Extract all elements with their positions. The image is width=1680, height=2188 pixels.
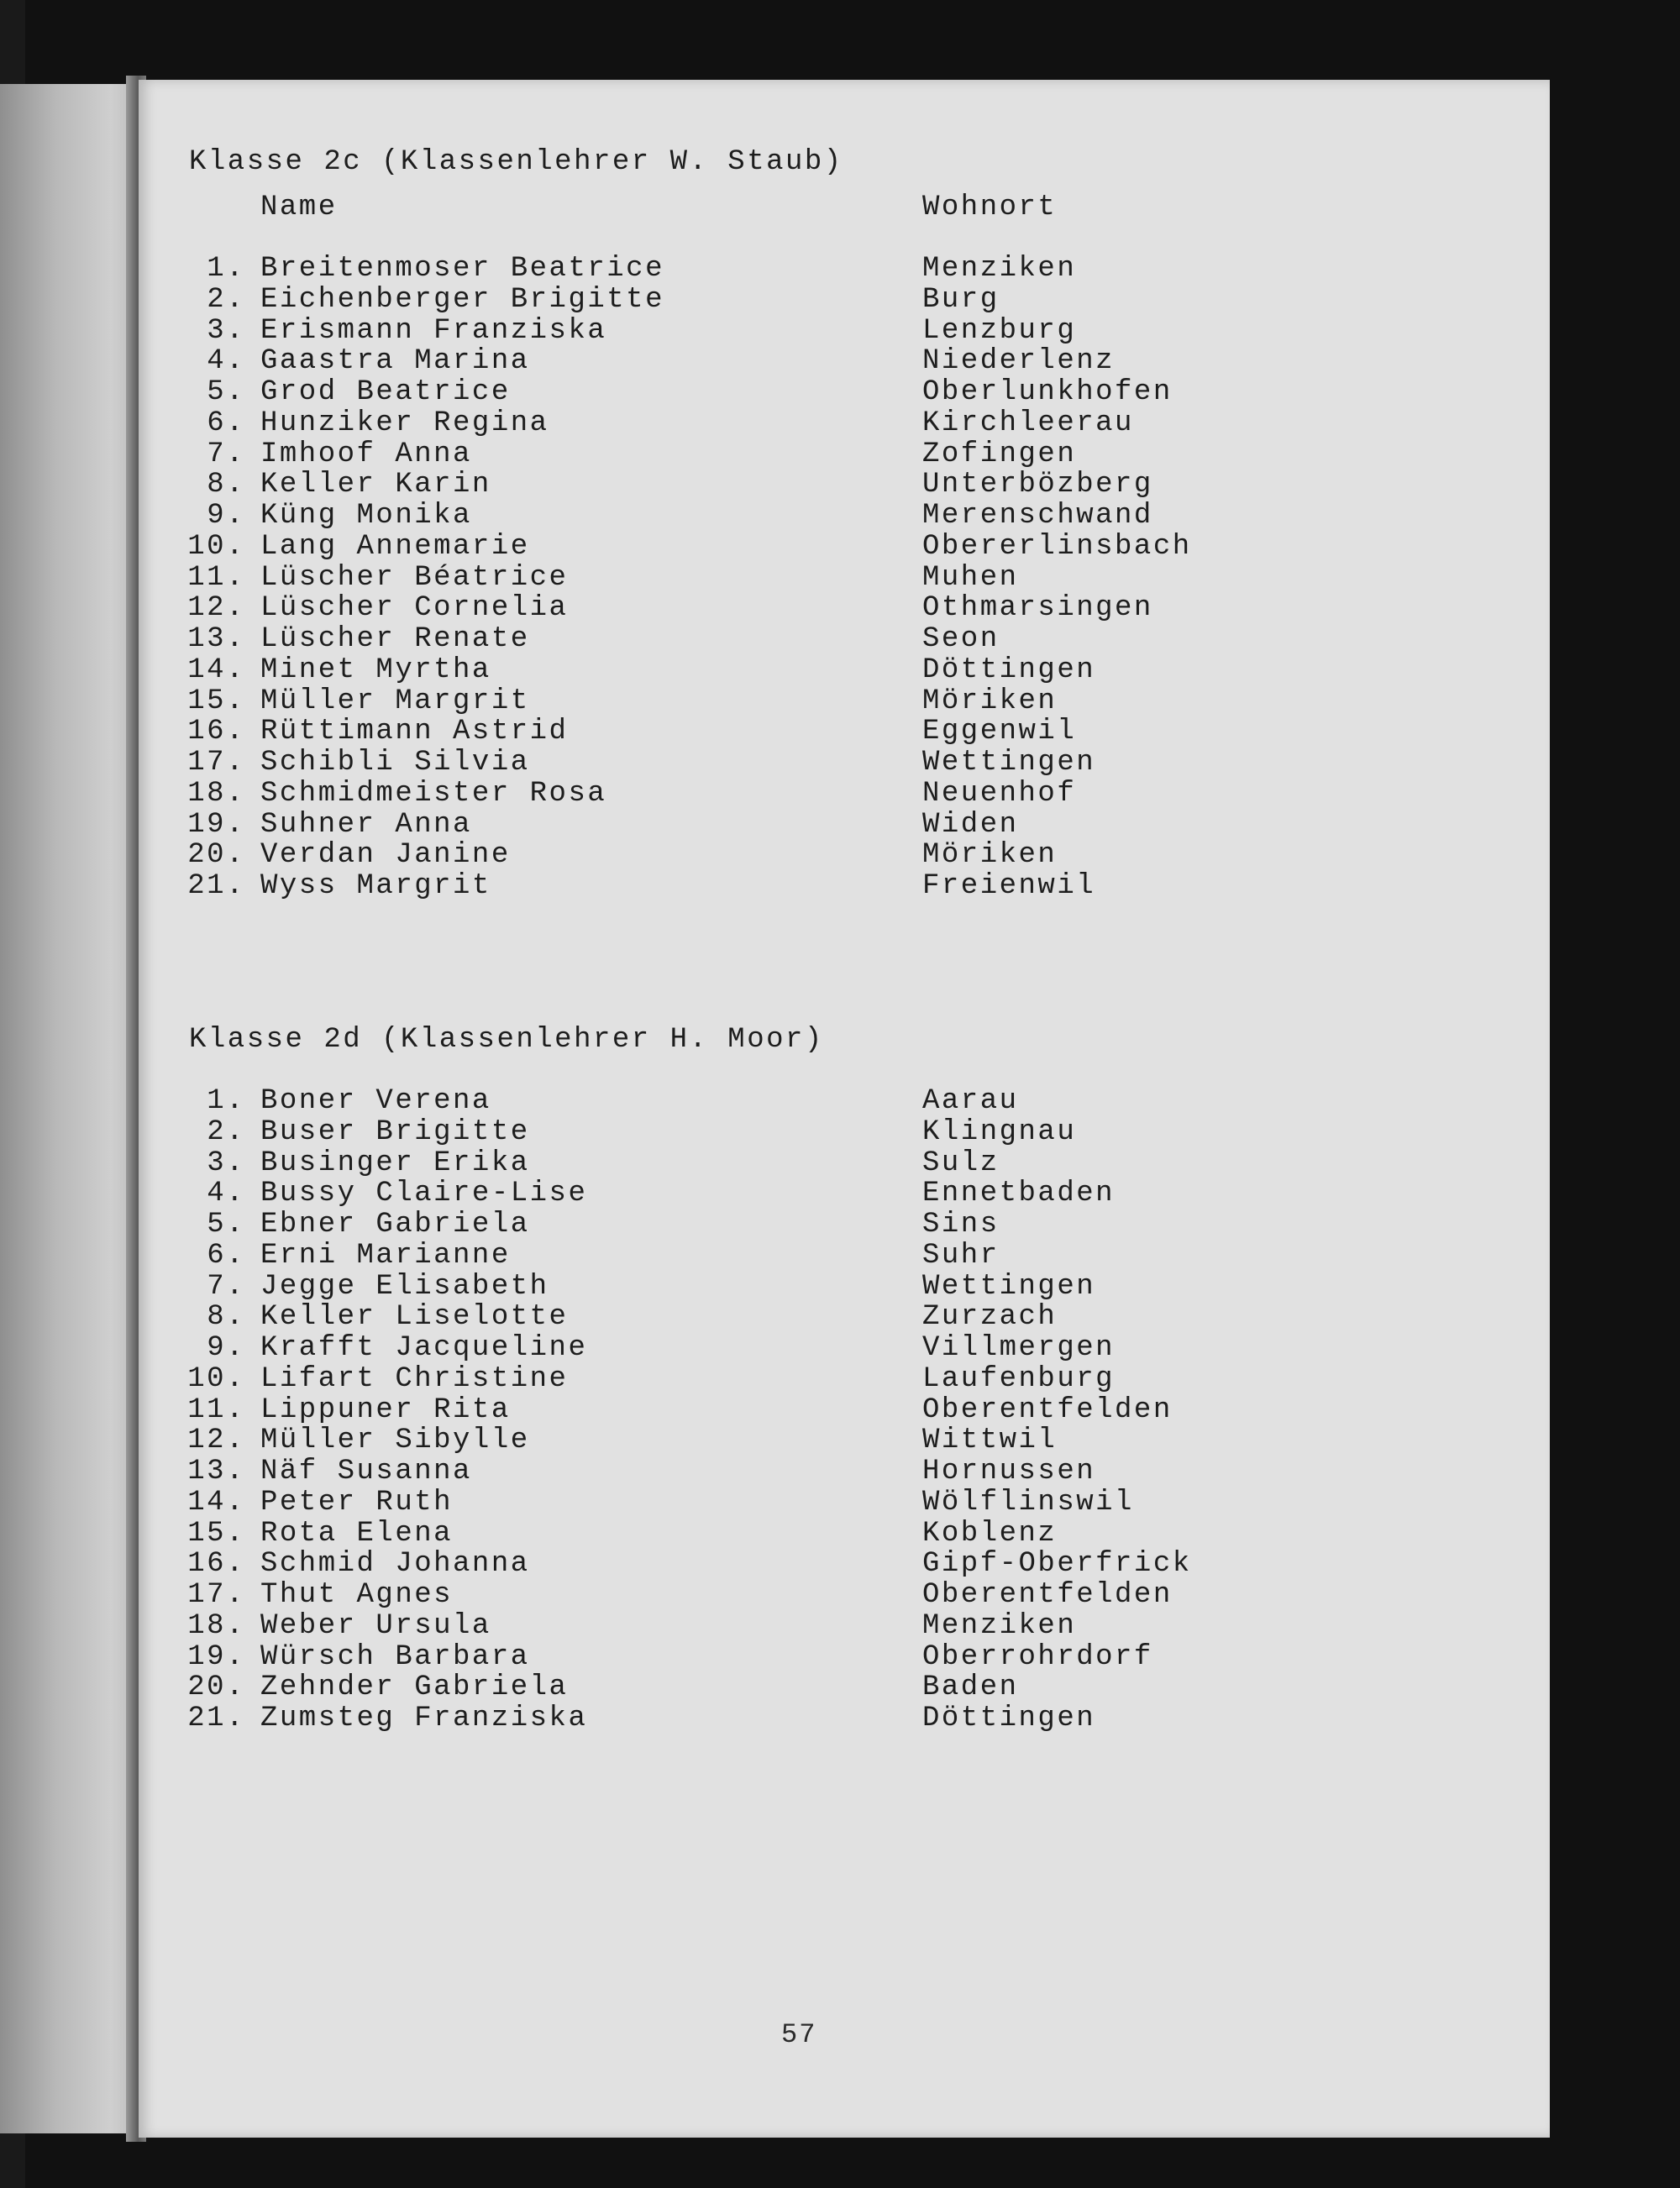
list-item-wohnort: Oberlunkhofen (922, 376, 1173, 408)
list-item-name: Gaastra Marina (260, 345, 530, 378)
list-item-wohnort: Freienwil (922, 870, 1096, 902)
list-item-wohnort: Aarau (922, 1085, 1019, 1117)
list-item (0, 1703, 1512, 1734)
list-item (0, 810, 1512, 840)
section-2d-title: Klasse 2d (Klassenlehrer H. Moor) (189, 1024, 824, 1056)
list-item (0, 1117, 1512, 1147)
list-item-wohnort: Baden (922, 1671, 1019, 1704)
list-item-name: Bussy Claire-Lise (260, 1178, 588, 1210)
list-item (0, 1488, 1512, 1518)
list-item (0, 1272, 1512, 1302)
list-item-number: 13. (187, 1456, 245, 1488)
list-item-number: 14. (187, 1486, 245, 1519)
section-2c-title: Klasse 2c (Klassenlehrer W. Staub) (189, 146, 843, 178)
list-item-wohnort: Burg (922, 283, 1000, 316)
list-item-wohnort: Muhen (922, 561, 1019, 594)
list-item-wohnort: Menziken (922, 1609, 1077, 1642)
list-item (0, 624, 1512, 654)
list-item-number: 17. (187, 1579, 245, 1611)
list-item-number: 16. (187, 1548, 245, 1581)
list-item (0, 593, 1512, 623)
list-item-name: Müller Sibylle (260, 1425, 530, 1457)
list-item-wohnort: Eggenwil (922, 716, 1077, 748)
list-item-name: Schmid Johanna (260, 1548, 530, 1581)
list-item-name: Breitenmoser Beatrice (260, 253, 664, 285)
list-item-number: 8. (207, 469, 245, 501)
list-item-wohnort: Möriken (922, 685, 1058, 717)
list-item-name: Schmidmeister Rosa (260, 777, 607, 810)
list-item-number: 2. (207, 1115, 245, 1148)
list-item-wohnort: Oberentfelden (922, 1393, 1173, 1426)
list-item (0, 1364, 1512, 1394)
list-item (0, 1086, 1512, 1116)
list-item-name: Lüscher Béatrice (260, 561, 569, 594)
list-item-wohnort: Ennetbaden (922, 1178, 1116, 1210)
list-item-wohnort: Suhr (922, 1239, 1000, 1272)
list-item (0, 840, 1512, 870)
list-item-wohnort: Villmergen (922, 1332, 1116, 1364)
list-item-number: 4. (207, 345, 245, 378)
list-item-number: 5. (207, 1209, 245, 1241)
list-item-wohnort: Oberrohrdorf (922, 1640, 1153, 1673)
list-item-number: 19. (187, 1640, 245, 1673)
list-item-number: 9. (207, 500, 245, 532)
list-item (0, 1672, 1512, 1703)
list-item-wohnort: Merenschwand (922, 500, 1153, 532)
list-item (0, 655, 1512, 685)
list-item (0, 1519, 1512, 1549)
list-item-wohnort: Döttingen (922, 1703, 1096, 1734)
list-item-number: 16. (187, 716, 245, 748)
list-item-wohnort: Seon (922, 623, 1000, 655)
list-item-wohnort: Wettingen (922, 1270, 1096, 1303)
list-item-wohnort: Menziken (922, 253, 1077, 285)
list-item-name: Zehnder Gabriela (260, 1671, 569, 1704)
list-item (0, 1456, 1512, 1487)
list-item-wohnort: Oberentfelden (922, 1579, 1173, 1611)
column-header-wohnort: Wohnort (922, 192, 1058, 223)
list-item-name: Wyss Margrit (260, 870, 491, 902)
list-item-wohnort: Sulz (922, 1146, 1000, 1179)
list-item-number: 17. (187, 747, 245, 779)
list-item-name: Erismann Franziska (260, 314, 607, 347)
list-item-name: Würsch Barbara (260, 1640, 530, 1673)
list-item (0, 1611, 1512, 1641)
list-item-number: 5. (207, 376, 245, 408)
list-item-number: 15. (187, 1517, 245, 1550)
list-item-number: 7. (207, 438, 245, 470)
list-item (0, 779, 1512, 809)
list-item-wohnort: Hornussen (922, 1456, 1096, 1488)
list-item (0, 748, 1512, 778)
list-item-name: Hunziker Regina (260, 407, 549, 439)
list-item-name: Lippuner Rita (260, 1393, 511, 1426)
list-item-wohnort: Zurzach (922, 1301, 1058, 1334)
list-item (0, 1148, 1512, 1178)
list-item-wohnort: Döttingen (922, 653, 1096, 686)
list-item-wohnort: Widen (922, 808, 1019, 841)
list-item-wohnort: Kirchleerau (922, 407, 1134, 439)
list-item (0, 316, 1512, 346)
list-item-number: 4. (207, 1178, 245, 1210)
list-item-wohnort: Koblenz (922, 1517, 1058, 1550)
list-item-number: 6. (207, 1239, 245, 1272)
list-item-wohnort: Wölflinswil (922, 1486, 1134, 1519)
list-item-number: 12. (187, 1425, 245, 1457)
list-item (0, 1178, 1512, 1209)
list-item-wohnort: Zofingen (922, 438, 1077, 470)
list-item-name: Näf Susanna (260, 1456, 472, 1488)
list-item-number: 18. (187, 1609, 245, 1642)
list-item-name: Buser Brigitte (260, 1115, 530, 1148)
list-item-wohnort: Möriken (922, 839, 1058, 872)
list-item-name: Keller Karin (260, 469, 491, 501)
list-item-number: 7. (207, 1270, 245, 1303)
list-item-name: Imhoof Anna (260, 438, 472, 470)
list-item-number: 12. (187, 592, 245, 625)
list-item-number: 20. (187, 1671, 245, 1704)
list-item (0, 408, 1512, 438)
list-item-wohnort: Sins (922, 1209, 1000, 1241)
list-item (0, 1333, 1512, 1363)
list-item-wohnort: Lenzburg (922, 314, 1077, 347)
list-item (0, 377, 1512, 407)
list-item (0, 716, 1512, 747)
list-item-number: 3. (207, 1146, 245, 1179)
list-item-number: 2. (207, 283, 245, 316)
list-item-name: Lang Annemarie (260, 530, 530, 563)
list-item (0, 871, 1512, 901)
list-item (0, 346, 1512, 376)
list-item-wohnort: Obererlinsbach (922, 530, 1192, 563)
list-item-name: Rota Elena (260, 1517, 454, 1550)
list-item-name: Lüscher Renate (260, 623, 530, 655)
list-item-name: Lifart Christine (260, 1362, 569, 1395)
list-item-name: Küng Monika (260, 500, 472, 532)
list-item (0, 254, 1512, 284)
list-item-number: 8. (207, 1301, 245, 1334)
list-item-wohnort: Gipf-Oberfrick (922, 1548, 1192, 1581)
list-item-name: Peter Ruth (260, 1486, 454, 1519)
list-item-name: Müller Margrit (260, 685, 530, 717)
list-item (0, 532, 1512, 562)
list-item-name: Krafft Jacqueline (260, 1332, 588, 1364)
list-item-wohnort: Niederlenz (922, 345, 1116, 378)
list-item-name: Rüttimann Astrid (260, 716, 569, 748)
list-item-number: 20. (187, 839, 245, 872)
list-item-name: Zumsteg Franziska (260, 1703, 588, 1734)
list-item-name: Boner Verena (260, 1085, 491, 1117)
list-item-number: 11. (187, 561, 245, 594)
list-item-wohnort: Klingnau (922, 1115, 1077, 1148)
list-item-number: 10. (187, 1362, 245, 1395)
list-item-name: Keller Liselotte (260, 1301, 569, 1334)
list-item (0, 1209, 1512, 1240)
list-item-name: Weber Ursula (260, 1609, 491, 1642)
list-item (0, 686, 1512, 716)
list-item-number: 21. (187, 1703, 245, 1734)
list-item-name: Businger Erika (260, 1146, 530, 1179)
list-item-number: 18. (187, 777, 245, 810)
list-item-number: 1. (207, 253, 245, 285)
list-item (0, 1549, 1512, 1579)
list-item (0, 1425, 1512, 1456)
list-item-number: 9. (207, 1332, 245, 1364)
list-item-name: Erni Marianne (260, 1239, 511, 1272)
list-item-name: Minet Myrtha (260, 653, 491, 686)
list-item-wohnort: Wettingen (922, 747, 1096, 779)
list-item-number: 6. (207, 407, 245, 439)
list-item-wohnort: Neuenhof (922, 777, 1077, 810)
list-item (0, 285, 1512, 315)
list-item-name: Verdan Janine (260, 839, 511, 872)
list-item-wohnort: Wittwil (922, 1425, 1058, 1457)
list-item (0, 501, 1512, 531)
list-item (0, 439, 1512, 470)
list-item-name: Thut Agnes (260, 1579, 454, 1611)
list-item-number: 1. (207, 1085, 245, 1117)
list-item-name: Grod Beatrice (260, 376, 511, 408)
list-item-number: 14. (187, 653, 245, 686)
list-item-name: Eichenberger Brigitte (260, 283, 664, 316)
list-item-wohnort: Laufenburg (922, 1362, 1116, 1395)
list-item (0, 1642, 1512, 1672)
list-item-name: Suhner Anna (260, 808, 472, 841)
list-item (0, 563, 1512, 593)
list-item (0, 1580, 1512, 1610)
list-item-number: 15. (187, 685, 245, 717)
list-item-number: 3. (207, 314, 245, 347)
list-item-number: 21. (187, 870, 245, 902)
list-item-name: Ebner Gabriela (260, 1209, 530, 1241)
list-item (0, 1395, 1512, 1425)
list-item-name: Jegge Elisabeth (260, 1270, 549, 1303)
list-item-wohnort: Unterbözberg (922, 469, 1153, 501)
list-item-name: Schibli Silvia (260, 747, 530, 779)
list-item (0, 1302, 1512, 1332)
list-item-number: 11. (187, 1393, 245, 1426)
list-item (0, 1241, 1512, 1271)
list-item-number: 10. (187, 530, 245, 563)
list-item-number: 19. (187, 808, 245, 841)
list-item-name: Lüscher Cornelia (260, 592, 569, 625)
column-header-name: Name (260, 192, 338, 223)
list-item-wohnort: Othmarsingen (922, 592, 1153, 625)
page-number: 57 (781, 2019, 817, 2050)
list-item (0, 470, 1512, 500)
list-item-number: 13. (187, 623, 245, 655)
